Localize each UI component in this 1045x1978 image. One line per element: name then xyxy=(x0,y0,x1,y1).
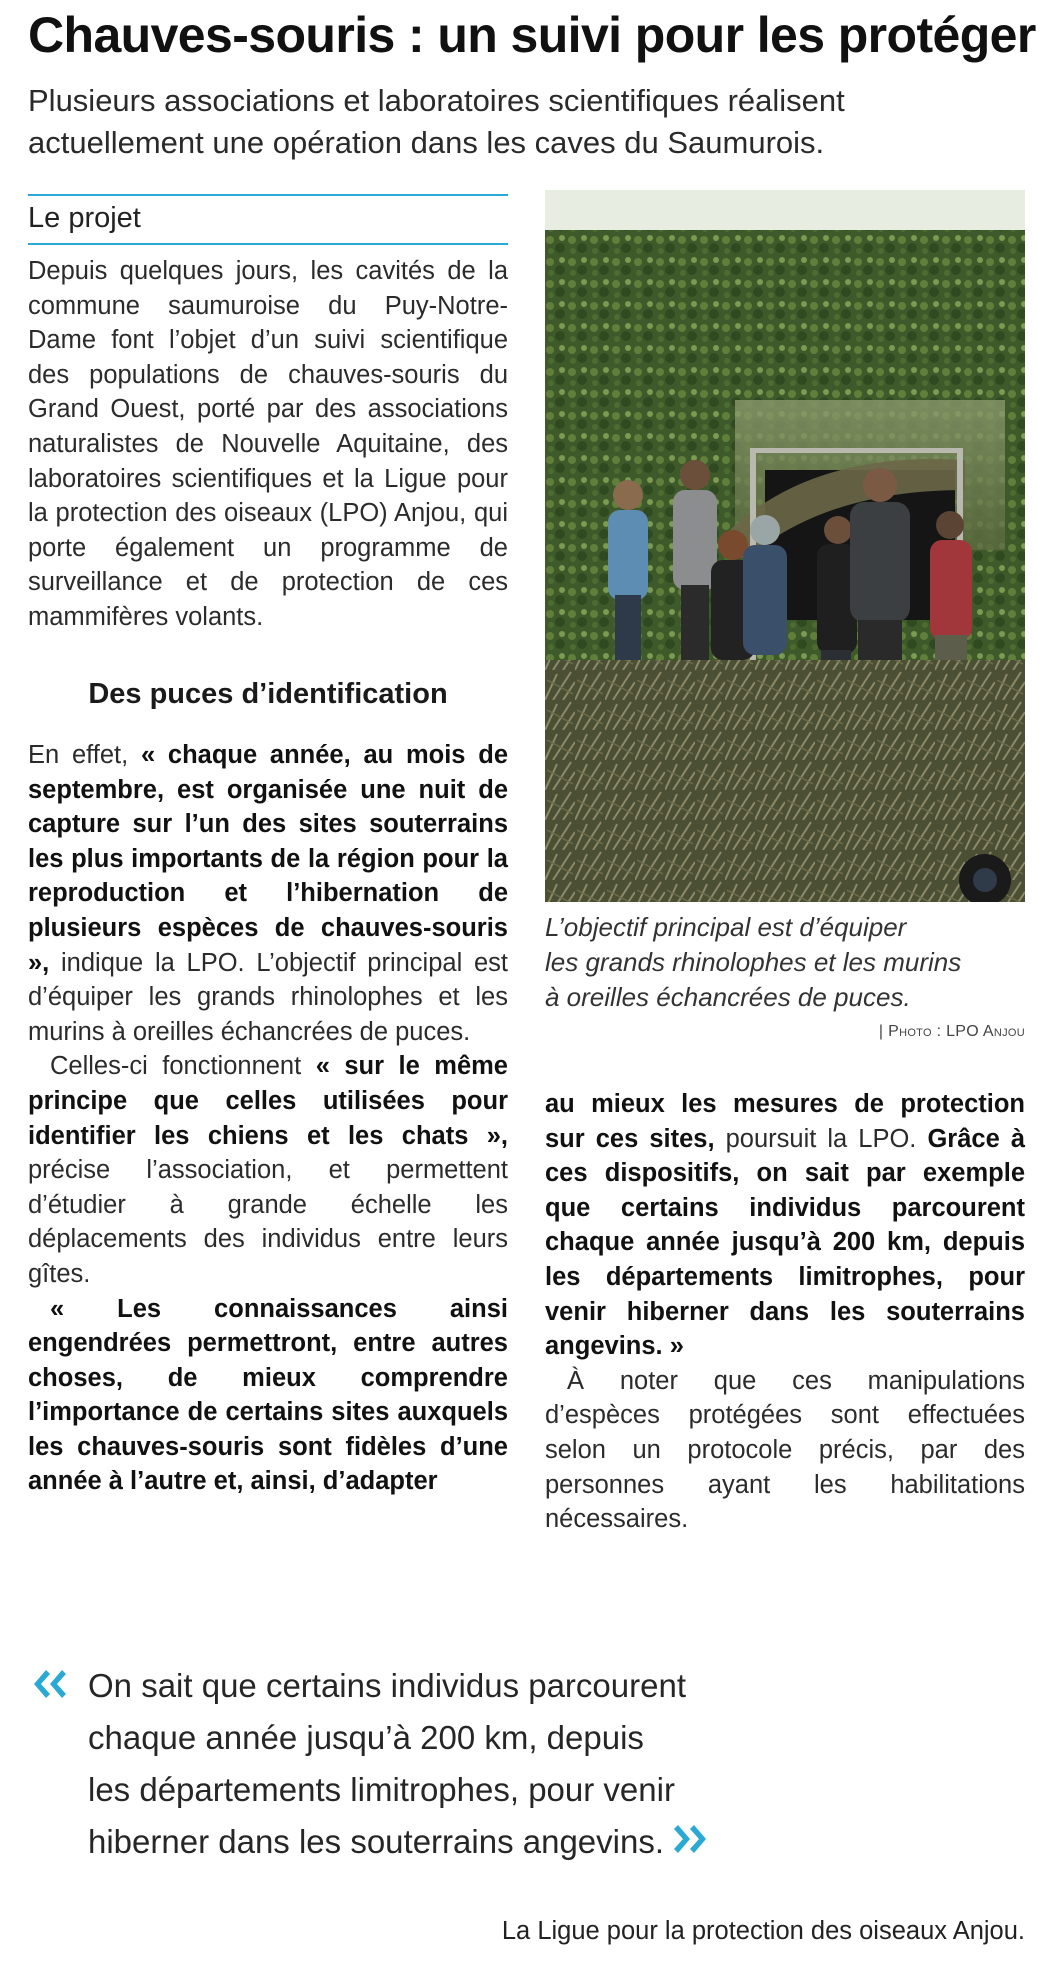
p3-quote: « sur le même principe que celles utilisées pour identifier les chiens et les chats », xyxy=(28,1052,508,1150)
section-rule-bottom xyxy=(28,243,508,245)
paragraph-intro: Depuis quelques jours, les cavités de la commune saumuroise du Puy-Notre-Dame font l’objet d’un suivi scientifique des populations de chauves-souris du Grand Ouest, porté par des associations naturalistes de Nouvelle Aquitaine, des laboratoires scientifiques et la Ligue pour la protection des oiseaux (LPO) Anjou, qui porte également un programme de surveillance et de protection de ces mammifères volants. xyxy=(28,257,508,631)
paragraph-knowledge xyxy=(28,1292,508,1500)
photo-credit: | Photo : LPO Anjou xyxy=(878,1023,1025,1040)
p2-quote: « chaque année, au mois de septembre, est organisée une nuit de capture sur l’un des sites souterrains les plus importants de la région pour la reproduction et l’hibernation de plusieurs espèces de chauves-souris », xyxy=(28,741,508,977)
standfirst-line-1: Plusieurs associations et laboratoires scientifiques réalisent xyxy=(28,83,845,118)
p3-lead: Celles-ci fonctionnent xyxy=(50,1052,316,1081)
standfirst xyxy=(28,80,1028,164)
pull-quote-line-1: On sait que certains individus parcourent xyxy=(88,1667,686,1704)
paragraph-chips xyxy=(28,1049,508,1291)
paragraph-capture xyxy=(28,738,508,1049)
caption-line-1: L’objectif principal est d’équiper xyxy=(545,912,907,942)
paragraph-note: À noter que ces manipulations d’espèces protégées sont effectuées selon un protocole précis, par des personnes ayant les habilitations nécessaires. xyxy=(545,1366,1025,1534)
left-column-top xyxy=(28,254,508,635)
pull-quote xyxy=(28,1660,928,1870)
caption-line-3: à oreilles échancrées de puces. xyxy=(545,982,911,1012)
p5-quote-2: Grâce à ces dispositifs, on sait par exemple que certains individus parcourent chaque année jusqu’à 200 km, depuis les départements limitrophes, pour venir hiberner dans les souterrains angevins. » xyxy=(545,1124,1025,1361)
standfirst-line-2: actuellement une opération dans les caves du Saumurois. xyxy=(28,125,825,160)
subhead: Des puces d’identification xyxy=(88,678,448,710)
section-label: Le projet xyxy=(28,202,141,234)
pull-quote-text xyxy=(28,1660,928,1870)
p3-tail: précise l’association, et permettent d’étudier à grande échelle les déplacements des individus entre leurs gîtes. xyxy=(28,1156,508,1288)
section-rule-top xyxy=(28,194,508,196)
pull-quote-line-2: chaque année jusqu’à 200 km, depuis xyxy=(88,1719,644,1756)
left-column-bottom xyxy=(28,738,508,1499)
open-quote-icon xyxy=(28,1668,68,1705)
pull-quote-line-4-wrap xyxy=(88,1816,928,1870)
close-quote-icon xyxy=(672,1818,712,1870)
p2-tail: indique la LPO. L’objectif principal est d’équiper les grands rhinolophes et les murins à oreilles échancrées de puces. xyxy=(28,948,508,1046)
p5-attribution: poursuit la LPO. xyxy=(714,1124,928,1153)
paragraph-protection xyxy=(545,1087,1025,1364)
right-column xyxy=(545,1087,1025,1537)
p2-lead: En effet, xyxy=(28,741,141,769)
photo-caption xyxy=(545,910,1025,1015)
pull-quote-line-4: hiberner dans les souterrains angevins. xyxy=(88,1823,665,1860)
p4-quote: « Les connaissances ainsi engendrées permettront, entre autres choses, de mieux comprendre l’importance de certains sites auxquels les chauves-souris sont fidèles d’une année à l’autre et, ainsi, d’adapter xyxy=(28,1294,508,1496)
pull-quote-attribution: La Ligue pour la protection des oiseaux Anjou. xyxy=(501,1917,1025,1945)
headline: Chauves-souris : un suivi pour les protéger xyxy=(28,7,1036,63)
article-photo xyxy=(545,190,1025,902)
p5-quote-1: au mieux les mesures de protection sur ces sites, xyxy=(545,1090,1025,1153)
pull-quote-line-3: les départements limitrophes, pour venir xyxy=(88,1771,675,1808)
caption-line-2: les grands rhinolophes et les murins xyxy=(545,947,962,977)
